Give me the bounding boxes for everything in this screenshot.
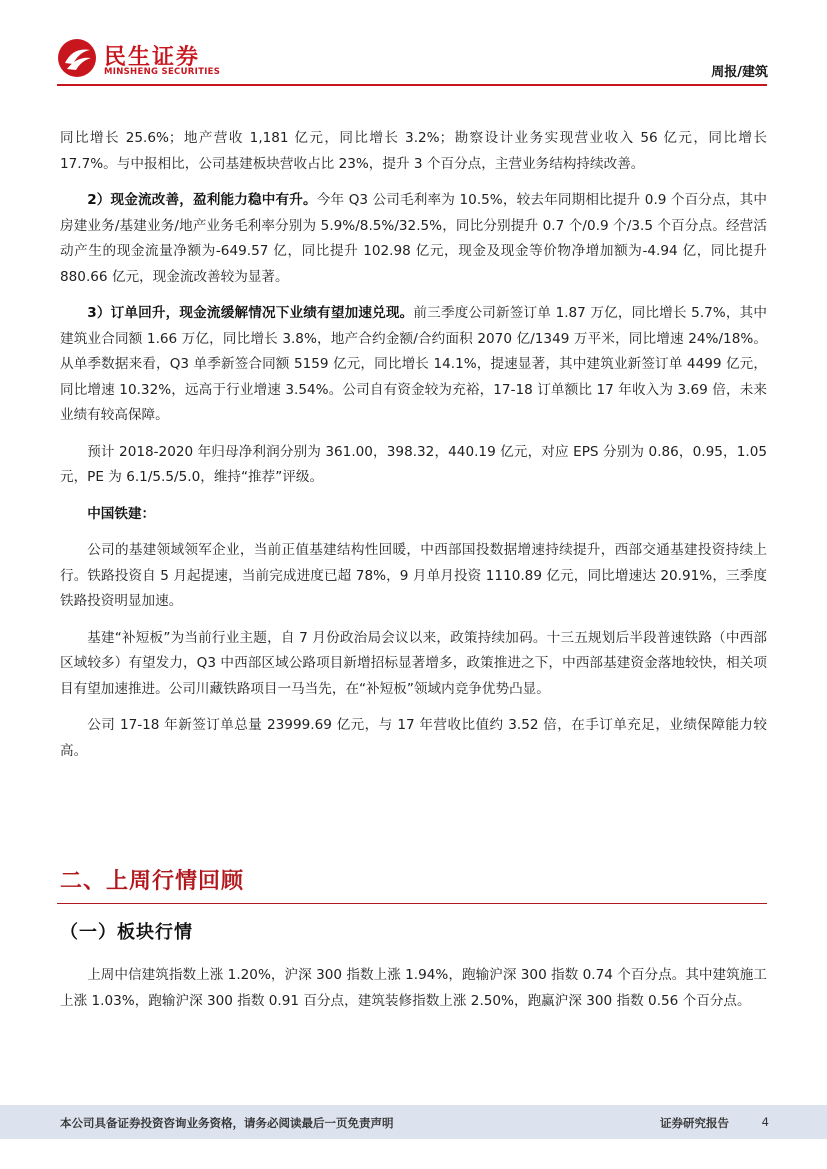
footer-label: 证券研究报告 (660, 1116, 729, 1130)
paragraph-railway-investment: 公司的基建领域领军企业，当前正值基建结构性回暖，中西部国投数据增速持续提升，西部交通基建投资持续上行。铁路投资自 5 月起提速，当前完成进度已超 78%，9 月单月投资 1110.89 亿元，同比增速达 20.91%，三季度铁路投资明显加速。 (60, 542, 767, 609)
section-subtitle: （一）板块行情 (60, 922, 193, 943)
page-footer (0, 1105, 827, 1139)
paragraph-forecast: 预计 2018-2020 年归母净利润分别为 361.00，398.32，440.19 亿元，对应 EPS 分别为 0.86，0.95，1.05 元，PE 为 6.1/5.5/5.0，维持“推荐”评级。 (60, 443, 767, 485)
paragraph-cashflow-lead: 2）现金流改善，盈利能力稳中有升。 (87, 192, 317, 208)
page-number: 4 (761, 1115, 769, 1129)
brand-name-en: MINSHENG SECURITIES (104, 67, 221, 77)
paragraph-cashflow-text: 今年 Q3 公司毛利率为 10.5%，较去年同期相比提升 0.9 个百分点，其中房建业务/基建业务/地产业务毛利率分别为 5.9%/8.5%/32.5%，同比分别提升 0.7 个/0.9 个/3.5 个百分点。经营活动产生的现金流量净额为-649.57 亿，同比提升 102.98 亿元，现金及现金等价物净增加额为-4.94 亿，同比提升 880.66 亿元，现金流改善较为显著。 (60, 192, 767, 285)
section-title: 二、上周行情回顾 (60, 869, 245, 894)
paragraph-market-review: 上周中信建筑指数上涨 1.20%，沪深 300 指数上涨 1.94%，跑输沪深 300 指数 0.74 个百分点。其中建筑施工上涨 1.03%，跑输沪深 300 指数 0.91 百分点，建筑装修指数上涨 2.50%，跑赢沪深 300 指数 0.56 个百分点。 (60, 967, 767, 1009)
body-text (60, 126, 767, 764)
section-divider (57, 903, 767, 904)
company-subheading: 中国铁建： (87, 505, 156, 522)
paragraph-orders (60, 301, 767, 429)
paragraph-revenue: 同比增长 25.6%；地产营收 1,181 亿元，同比增长 3.2%；勘察设计业务实现营业收入 56 亿元，同比增长 17.7%。与中报相比，公司基建板块营收占比 23%，提升 3 个百分点，主营业务结构持续改善。 (60, 130, 767, 172)
paragraph-orders-lead: 3）订单回升，现金流缓解情况下业绩有望加速兑现。 (87, 305, 414, 321)
paragraph-new-orders: 公司 17-18 年新签订单总量 23999.69 亿元，与 17 年营收比值约 3.52 倍，在手订单充足，业绩保障能力较高。 (60, 717, 767, 759)
minsheng-logo-icon (57, 38, 97, 78)
brand-name-cn: 民生证券 (104, 45, 201, 70)
paragraph-cashflow (60, 188, 767, 290)
paragraph-infrastructure-policy: 基建“补短板”为当前行业主题，自 7 月份政治局会议以来，政策持续加码。十三五规划后半段普速铁路（中西部区域较多）有望发力，Q3 中西部区域公路项目新增招标显著增多，政策推进之下，中西部基建资金落地较快，相关项目有望加速推进。公司川藏铁路项目一马当先，在“补短板”领域内竞争优势凸显。 (60, 629, 767, 697)
page-header (0, 0, 827, 90)
footer-disclaimer: 本公司具备证券投资咨询业务资格，请务必阅读最后一页免责声明 (60, 1116, 394, 1130)
report-category: 周报/建筑 (711, 65, 768, 80)
paragraph-orders-text: 前三季度公司新签订单 1.87 万亿，同比增长 5.7%，其中建筑业合同额 1.66 万亿，同比增长 3.8%，地产合约金额/合约面积 2070 亿/1349 万平米，同比增速 24%/18%。从单季数据来看，Q3 单季新签合同额 5159 亿元，同比增长 14.1%，提速显著，其中建筑业新签订单 4499 亿元，同比增速 10.32%，远高于行业增速 3.54%。公司自有资金较为充裕，17-18 订单额比 17 年收入为 3.69 倍，未来业绩有较高保障。 (60, 305, 767, 423)
section-body (60, 963, 767, 1014)
header-divider (57, 84, 767, 86)
